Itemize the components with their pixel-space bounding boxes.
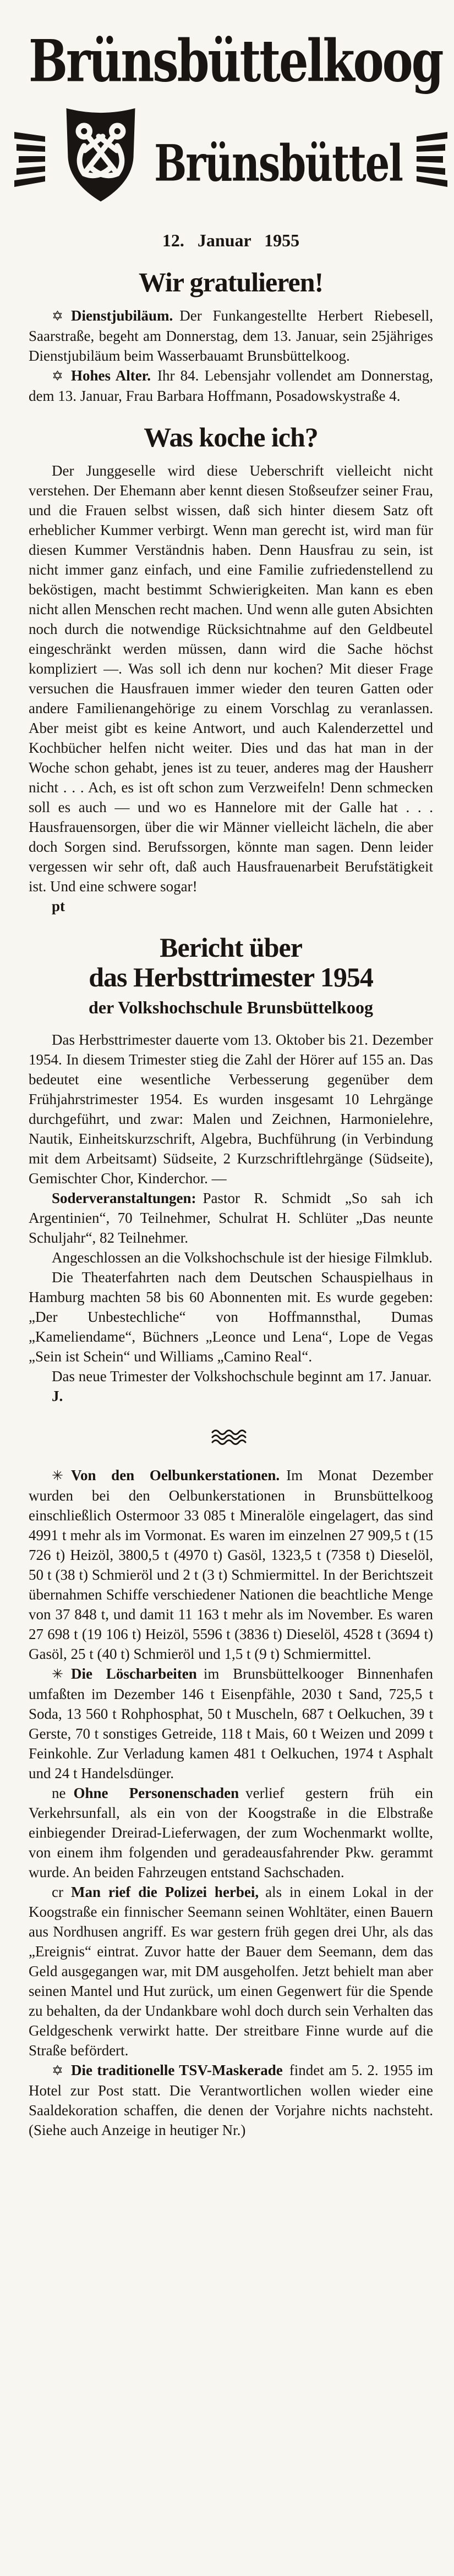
headline-line-2: das Herbsttrimester 1954 <box>89 962 373 993</box>
congrats-item <box>29 306 433 366</box>
congrats-item-lead: Dienstjubiläum. <box>70 307 173 324</box>
news-item-text: Im Monat Dezember wurden bei den Oelbunkerstationen in Brunsbüttelkoog einschließlich Ostermoor 33 085 t Mineralöle eingelagert, das sind 4991 t mehr als im Vormonat. Es waren im einzelnen 27 909,5 t (15 726 t) Heizöl, 3800,5 t (4970 t) Gasöl, 1323,5 t (7358 t) Dieselöl, 50 t (38 t) Schmieröl und 2 t (3 t) Schmiermittel. In der Berichtszeit übernahmen Schiffe verschiedener Nationen die beachtliche Menge von 37 848 t, und damit 11 163 t mehr als im November. Es waren 27 698 t (19 106 t) Heizöl, 5596 t (3836 t) Dieselöl, 4528 t (3694 t) Gasöl, 25 t (40 t) Schmieröl und 1,5 t (9 t) Schmiermittel. <box>29 1467 433 1663</box>
news-item-lead: Die Löscharbeiten <box>70 1665 197 1683</box>
congrats-item <box>29 366 433 406</box>
news-item-lead: Man rief die Polizei herbei, <box>70 1884 259 1901</box>
masthead-title-bottom: Brünsbüttel <box>154 133 402 193</box>
paragraph-lead: Soderveranstaltungen: <box>52 1190 196 1207</box>
news-item-oelbunker <box>29 1465 433 1664</box>
wave-divider-icon <box>29 1429 433 1447</box>
subheadline-volkshochschule: der Volkshochschule Brunsbüttelkoog <box>89 997 373 1018</box>
correspondent-initials: cr <box>52 1884 63 1901</box>
article-wir-gratulieren <box>29 267 433 406</box>
article-paragraph <box>29 1188 433 1248</box>
news-item-text: als in einem Lokal in der Koogstraße ein finnischer Seemann seinen Wohltäter, einen Bauern aus Nordhusen angriff. Es war gestern früh gegen drei Uhr, als das „Ereignis“ eintrat. Zuvor hatte der Bauer dem Seemann, dem das Geld ausgegangen war, mit DM ausgeholfen. Jetzt behielt man aber seinen Mantel und Hut zurück, um einen Gegenwert für die Spende zu behalten, da der Undankbare wohl doch durch sein Verhalten das Geldgeschenk verwirkt hatte. Der streitbare Finne wurde auf die Straße befördert. <box>29 1884 433 2059</box>
news-item-lead: Von den Oelbunkerstationen. <box>70 1467 280 1484</box>
news-item-polizei <box>29 1882 433 2060</box>
headline-was-koche-ich: Was koche ich? <box>144 422 318 453</box>
article-herbsttrimester <box>29 933 433 1406</box>
news-item-text: im Brunsbüttelkooger Binnenhafen umfaßten im Dezember 146 t Eisenpfähle, 2030 t Sand, 725,5 t Soda, 13 560 t Rohphosphat, 50 t Muscheln, 687 t Oelkuchen, 39 t Gerste, 70 t sonstiges Getreide, 118 t Mais, 60 t Weizen und 2099 t Feinkohle. Zur Verladung kamen 481 t Oelkuchen, 1974 t Asphalt und 24 t Handelsdünger. <box>29 1665 433 1782</box>
congrats-item-text: Der Funkangestellte Herbert Riebesell, Saarstraße, begeht am Donnerstag, dem 13. Januar, sein 25jähriges Dienstjubiläum beim Wasserbauamt Brunsbüttelkoog. <box>29 307 433 365</box>
six-pointed-star-icon: ✡ <box>52 308 63 324</box>
printer-mark-icon: ✳ <box>52 1468 63 1484</box>
news-item-verkehrsunfall <box>29 1783 433 1882</box>
headline-herbsttrimester <box>29 933 433 992</box>
news-item-text: verlief gestern früh ein Verkehrsunfall, als ein von der Koogstraße in die Elbstraße einbiegender Dreirad-Lieferwagen, der zum Wochenmarkt wollte, von einem ihm folgenden und geradeausfahrender Pkw. gerammt wurde. An beiden Fahrzeugen entstand Sachschaden. <box>29 1785 434 1881</box>
news-item-lead: Die traditionelle TSV-Maskerade <box>70 2062 283 2079</box>
six-pointed-star-icon: ✡ <box>52 368 63 384</box>
masthead <box>29 26 442 251</box>
headline-wir-gratulieren: Wir gratulieren! <box>138 267 324 298</box>
news-item-loescharbeiten <box>29 1664 433 1783</box>
author-signature: pt <box>52 898 65 915</box>
printer-mark-icon: ✳ <box>52 1666 63 1683</box>
news-item-tsv-maskerade <box>29 2060 433 2140</box>
article-paragraph: Der Junggeselle wird diese Ueberschrift vielleicht nicht verstehen. Der Ehemann aber kennt diesen Stoßseufzer seiner Frau, und die Frauen selbst wissen, daß sich hinter diesem Satz oft erheblicher Kummer verbirgt. Wenn man gerecht ist, wird man für diesen Kummer Verständnis haben. Denn Hausfrau zu sein, ist nicht immer ganz einfach, und eine Familie zufriedenstellend zu beköstigen, macht bestimmt Schwierigkeiten. Man kann es eben nicht allen Menschen recht machen. Und wenn alle guten Absichten noch durch die notwendige Rücksichtnahme auf den Geldbeutel eingeschränkt werden müssen, dann wird die Sache höchst kompliziert —. Was soll ich denn nur kochen? Mit dieser Frage versuchen die Hausfrauen immer wieder den teuren Gatten oder andere Familienangehörige zu einem Vorschlag zu veranlassen. Aber meist gibt es keine Antwort, und auch Kalenderzettel und Kochbücher helfen nicht weiter. Dies und das hat man in der Woche schon gehabt, jenes ist zu teuer, anderes mag der Hausherr nicht . . . Ach, es ist oft schon zum Verzweifeln! Denn schmecken soll es auch — und wo es Hannelore mit der Galle hat . . . Hausfrauensorgen, über die wir Männer vielleicht lächeln, die aber doch Sorgen sind. Berufssorgen, könnte man sagen. Denn leider vergessen wir sehr oft, daß auch Hausfrauenarbeit Berufstätigkeit ist. Und eine schwere sogar! <box>29 462 433 895</box>
news-item-text: findet am 5. 2. 1955 im Hotel zur Post statt. Die Verantwortlichen wollen wieder eine Saaldekoration schaffen, die denen der Vorjahre nichts nachsteht. (Siehe auch Anzeige in heutiger Nr.) <box>29 2062 433 2139</box>
headline-line-1: Bericht über <box>160 932 302 963</box>
news-item-lead: Ohne Personenschaden <box>73 1785 239 1802</box>
issue-date: 12. Januar 1955 <box>162 230 300 251</box>
local-news-section <box>29 1465 433 2140</box>
masthead-title-top: Brünsbüttelkoog <box>29 26 442 95</box>
congrats-item-text: Ihr 84. Lebensjahr vollendet am Donnerstag, dem 13. Januar, Frau Barbara Hoffmann, Posadowskystraße 4. <box>29 367 434 405</box>
paragraph-text: Pastor R. Schmidt „So sah ich Argentinien“, 70 Teilnehmer, Schulrat H. Schlüter „Das neunte Schuljahr“, 82 Teilnehmer. <box>29 1190 433 1246</box>
masthead-emblem-row <box>29 118 433 208</box>
pennant-left-icon <box>13 129 47 197</box>
coat-of-arms-anchors-icon <box>59 103 142 208</box>
correspondent-initials: ne <box>52 1785 66 1802</box>
pennant-right-icon <box>414 129 448 197</box>
six-pointed-star-icon: ✡ <box>52 2062 63 2079</box>
article-paragraph: Angeschlossen an die Volkshochschule ist der hiesige Filmklub. <box>52 1249 433 1266</box>
article-paragraph: Das neue Trimester der Volkshochschule beginnt am 17. Januar. <box>52 1368 432 1385</box>
article-was-koche-ich <box>29 422 433 916</box>
author-signature: J. <box>52 1388 63 1405</box>
article-paragraph: Das Herbsttrimester dauerte vom 13. Oktober bis 21. Dezember 1954. In diesem Trimester stieg die Zahl der Hörer auf 155 an. Das bedeutet eine wesentliche Verbesserung gegenüber dem Frühjahrstrimester 1954. Es wurden insgesamt 10 Lehrgänge durchgeführt, und zwar: Malen und Zeichnen, Harmonielehre, Nautik, Einheitskurzschrift, Algebra, Buchführung (in Verbindung mit dem Arbeitsamt) Südseite, 2 Kurzschriftlehrgänge (Südseite), Gemischter Chor, Kinderchor. — <box>29 1031 433 1187</box>
article-paragraph: Die Theaterfahrten nach dem Deutschen Schauspielhaus in Hamburg machten 58 bis 60 Abonnenten mit. Es wurde gegeben: „Der Unbestechliche“ von Hoffmannsthal, Dumas „Kameliendame“, Büchners „Leonce und Lena“, Lope de Vegas „Sein ist Schein“ und Williams „Camino Real“. <box>29 1269 433 1365</box>
congrats-item-lead: Hohes Alter. <box>70 367 151 384</box>
